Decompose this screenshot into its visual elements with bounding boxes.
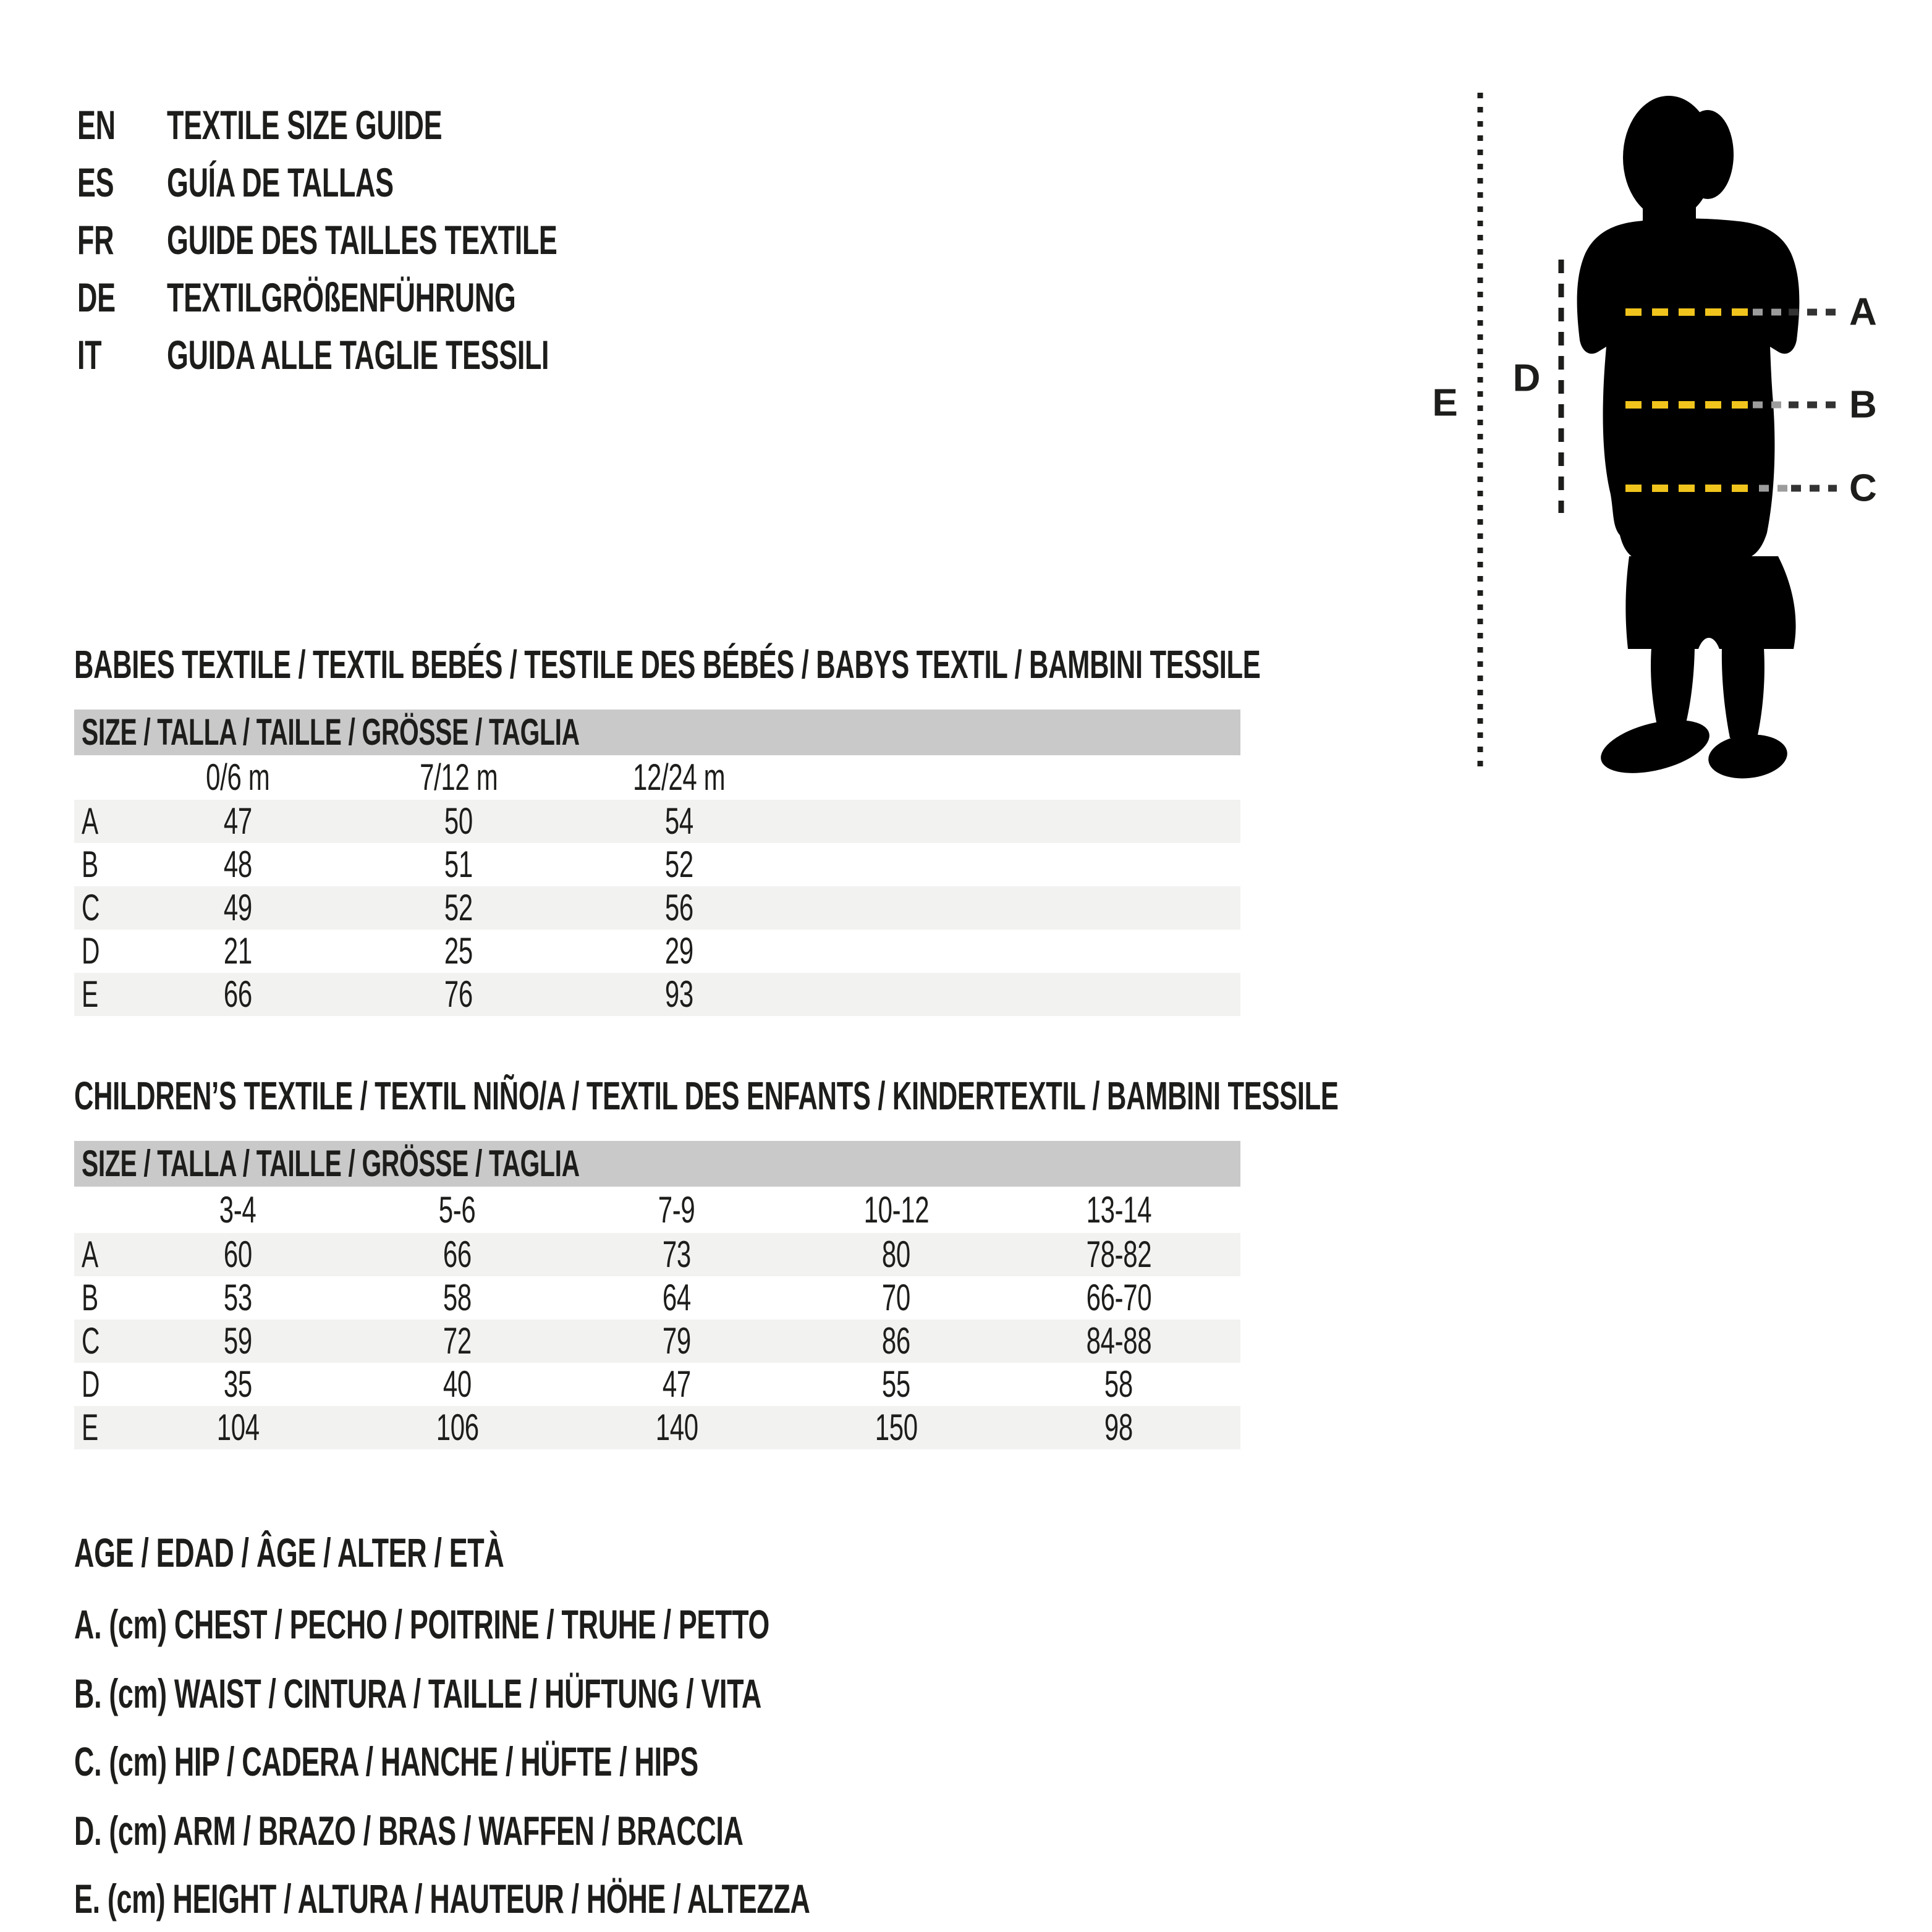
- legend-line-arm: D. (cm) ARM / BRAZO / BRAS / WAFFEN / BRACCIA: [74, 1808, 744, 1854]
- table-cell: 76: [444, 973, 473, 1015]
- table-cell: 56: [664, 887, 694, 928]
- table-cell: 59: [223, 1320, 253, 1362]
- table-cell: 93: [664, 973, 694, 1015]
- legend-line-age: AGE / EDAD / ÂGE / ALTER / ETÀ: [74, 1530, 504, 1575]
- table-row: [74, 930, 1240, 973]
- legend-line-hip: C. (cm) HIP / CADERA / HANCHE / HÜFTE / HIPS: [74, 1739, 698, 1784]
- row-label: B: [82, 844, 98, 885]
- row-label: D: [82, 1363, 100, 1405]
- table-cell: 40: [443, 1363, 472, 1405]
- column-header: 7/12 m: [419, 756, 498, 798]
- row-label: A: [82, 800, 98, 842]
- column-header: 10-12: [863, 1189, 929, 1231]
- legend-line-waist: B. (cm) WAIST / CINTURA / TAILLE / HÜFTUNG / VITA: [74, 1671, 761, 1716]
- row-label: E: [82, 1407, 98, 1448]
- legend-line-height: E. (cm) HEIGHT / ALTURA / HAUTEUR / HÖHE / ALTEZZA: [74, 1876, 810, 1921]
- table-row: [74, 1363, 1240, 1406]
- table-cell: 25: [444, 930, 473, 972]
- lang-code: DE: [77, 274, 116, 320]
- table-cell: 150: [875, 1407, 918, 1448]
- babies-section-title: BABIES TEXTILE / TEXTIL BEBÉS / TESTILE DES BÉBÉS / BABYS TEXTIL / BAMBINI TESSILE: [74, 642, 1261, 687]
- figure-label-c: C: [1849, 467, 1877, 510]
- children-column-header-row: [74, 1187, 1240, 1233]
- lang-title: TEXTILE SIZE GUIDE: [167, 102, 443, 148]
- lang-code: FR: [77, 217, 114, 263]
- table-cell: 58: [443, 1277, 472, 1318]
- table-cell: 60: [223, 1234, 253, 1275]
- table-cell: 104: [216, 1407, 260, 1448]
- row-label: C: [82, 1320, 100, 1362]
- lang-row-de: [0, 276, 1360, 319]
- table-cell: 106: [436, 1407, 479, 1448]
- lang-title: GUIDE DES TAILLES TEXTILE: [167, 217, 557, 263]
- table-cell: 84-88: [1086, 1320, 1151, 1362]
- lang-code: ES: [77, 159, 114, 205]
- table-cell: 66-70: [1086, 1277, 1151, 1318]
- table-row: [74, 800, 1240, 843]
- lang-row-es: [0, 161, 1360, 204]
- babies-size-header-bar: SIZE / TALLA / TAILLE / GRÖSSE / TAGLIA: [74, 710, 1240, 755]
- column-header: 0/6 m: [206, 756, 270, 798]
- row-label: C: [82, 887, 100, 928]
- table-cell: 52: [444, 887, 473, 928]
- legend-line-chest: A. (cm) CHEST / PECHO / POITRINE / TRUHE / PETTO: [74, 1601, 769, 1647]
- table-cell: 50: [444, 800, 473, 842]
- figure-label-b: B: [1849, 383, 1877, 426]
- table-cell: 79: [662, 1320, 692, 1362]
- lang-title: GUÍA DE TALLAS: [167, 159, 394, 205]
- table-cell: 48: [223, 844, 253, 885]
- column-header: 7-9: [658, 1189, 695, 1231]
- table-cell: 53: [223, 1277, 253, 1318]
- table-cell: 80: [881, 1234, 911, 1275]
- table-cell: 52: [664, 844, 694, 885]
- column-header: 12/24 m: [633, 756, 726, 798]
- row-label: B: [82, 1277, 98, 1318]
- table-cell: 49: [223, 887, 253, 928]
- table-cell: 66: [223, 973, 253, 1015]
- lang-title: TEXTILGRÖßENFÜHRUNG: [167, 274, 516, 320]
- lang-row-fr: [0, 218, 1360, 261]
- table-cell: 47: [223, 800, 253, 842]
- row-label: E: [82, 973, 98, 1015]
- table-cell: 140: [655, 1407, 698, 1448]
- table-cell: 73: [662, 1234, 692, 1275]
- figure-label-d: D: [1512, 357, 1541, 400]
- column-header: 5-6: [439, 1189, 476, 1231]
- table-row: [74, 973, 1240, 1016]
- table-cell: 29: [664, 930, 694, 972]
- table-cell: 78-82: [1086, 1234, 1151, 1275]
- children-section-title: CHILDREN’S TEXTILE / TEXTIL NIÑO/A / TEXTIL DES ENFANTS / KINDERTEXTIL / BAMBINI TESSILE: [74, 1074, 1339, 1118]
- lang-code: IT: [77, 332, 102, 378]
- table-row: [74, 886, 1240, 930]
- table-row: [74, 843, 1240, 886]
- table-cell: 21: [223, 930, 253, 972]
- row-label: D: [82, 930, 100, 972]
- table-cell: 64: [662, 1277, 692, 1318]
- table-cell: 54: [664, 800, 694, 842]
- children-size-header-bar: SIZE / TALLA / TAILLE / GRÖSSE / TAGLIA: [74, 1141, 1240, 1187]
- lang-row-it: [0, 333, 1360, 376]
- table-cell: 98: [1104, 1407, 1133, 1448]
- figure-label-e: E: [1432, 381, 1458, 425]
- table-cell: 72: [443, 1320, 472, 1362]
- table-cell: 35: [223, 1363, 253, 1405]
- column-header: 13-14: [1086, 1189, 1151, 1231]
- lang-code: EN: [77, 102, 116, 148]
- table-row: [74, 1406, 1240, 1449]
- table-row: [74, 1233, 1240, 1276]
- table-row: [74, 1320, 1240, 1363]
- table-cell: 86: [881, 1320, 911, 1362]
- measurement-figure: [1409, 62, 1932, 803]
- table-cell: 70: [881, 1277, 911, 1318]
- lang-row-en: [0, 103, 1360, 146]
- row-label: A: [82, 1234, 98, 1275]
- lang-title: GUIDA ALLE TAGLIE TESSILI: [167, 332, 549, 378]
- table-cell: 66: [443, 1234, 472, 1275]
- table-cell: 47: [662, 1363, 692, 1405]
- babies-column-header-row: [74, 755, 1240, 800]
- table-cell: 51: [444, 844, 473, 885]
- table-cell: 58: [1104, 1363, 1133, 1405]
- figure-label-a: A: [1849, 290, 1877, 334]
- table-row: [74, 1276, 1240, 1320]
- column-header: 3-4: [219, 1189, 256, 1231]
- table-cell: 55: [881, 1363, 911, 1405]
